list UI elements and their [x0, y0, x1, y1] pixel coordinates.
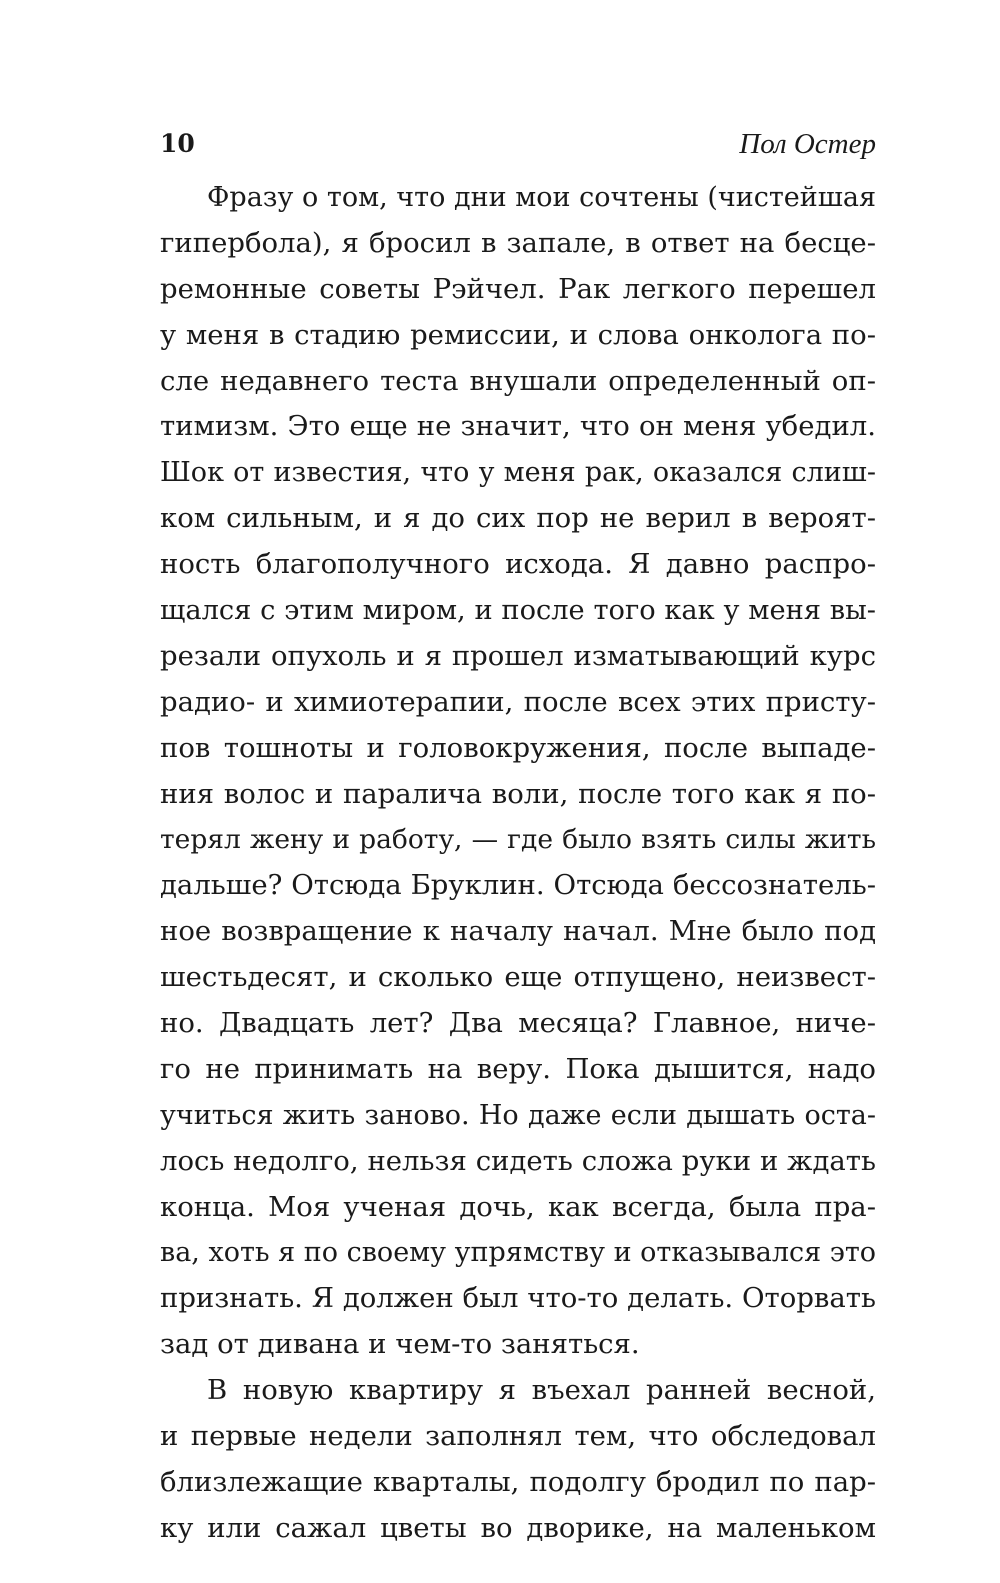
text-line: ком сильным, и я до сих пор не верил в вероят-	[160, 502, 876, 535]
text-line: ния волос и паралича воли, после того как я по-	[160, 777, 876, 810]
text-line: тимизм. Это еще не значит, что он меня убедил.	[160, 410, 876, 443]
text-line: радио- и химиотерапии, после всех этих присту-	[160, 685, 876, 718]
text-line: В новую квартиру я въехал ранней весной,	[207, 1374, 876, 1407]
text-line: дальше? Отсюда Бруклин. Отсюда бессознатель-	[160, 869, 876, 902]
text-line: сле недавнего теста внушали определенный оп-	[160, 364, 876, 397]
running-title: Пол Остер	[739, 128, 876, 160]
running-head	[160, 122, 876, 166]
text-line: терял жену и работу, — где было взять силы жить	[160, 824, 876, 856]
text-line: и первые недели заполнял тем, что обследовал	[160, 1420, 876, 1453]
text-line: гипербола), я бросил в запале, в ответ на бесце-	[160, 226, 876, 259]
text-line: Шок от известия, что у меня рак, оказался слиш-	[160, 457, 876, 489]
page-number: 10	[160, 129, 195, 158]
text-line: резали опухоль и я прошел изматывающий курс	[160, 639, 876, 672]
text-line: щался с этим миром, и после того как у меня вы-	[160, 595, 876, 627]
text-line: но. Двадцать лет? Два месяца? Главное, ниче-	[160, 1007, 876, 1040]
text-line: ку или сажал цветы во дворике, на маленьком	[160, 1511, 876, 1544]
text-line: зад от дивана и чем-то заняться.	[160, 1328, 640, 1361]
text-line: пов тошноты и головокружения, после выпаде-	[160, 731, 876, 764]
text-line: у меня в стадию ремиссии, и слова онколога по-	[160, 318, 876, 351]
text-line: учиться жить заново. Но даже если дышать оста-	[160, 1099, 876, 1131]
text-line: ва, хоть я по своему упрямству и отказывался это	[160, 1237, 877, 1269]
body-text	[160, 175, 876, 1552]
text-line: лось недолго, нельзя сидеть сложа руки и ждать	[160, 1144, 876, 1177]
text-line: близлежащие кварталы, подолгу бродил по пар-	[160, 1465, 876, 1498]
text-line: ремонные советы Рэйчел. Рак легкого перешел	[160, 272, 876, 305]
book-page	[160, 122, 876, 1552]
text-line: го не принимать на веру. Пока дышится, надо	[160, 1052, 876, 1085]
text-line: шестьдесят, и сколько еще отпущено, неизвест-	[160, 961, 876, 994]
text-line: конца. Моя ученая дочь, как всегда, была пра-	[160, 1190, 876, 1223]
paragraph-2	[160, 1368, 876, 1552]
text-line: ное возвращение к началу начал. Мне было под	[160, 915, 876, 948]
text-line: ность благополучного исхода. Я давно распро-	[160, 548, 876, 581]
paragraph-1	[160, 175, 876, 1368]
text-line: признать. Я должен был что-то делать. Оторвать	[160, 1282, 876, 1315]
text-line: Фразу о том, что дни мои сочтены (чистейшая	[207, 182, 876, 213]
